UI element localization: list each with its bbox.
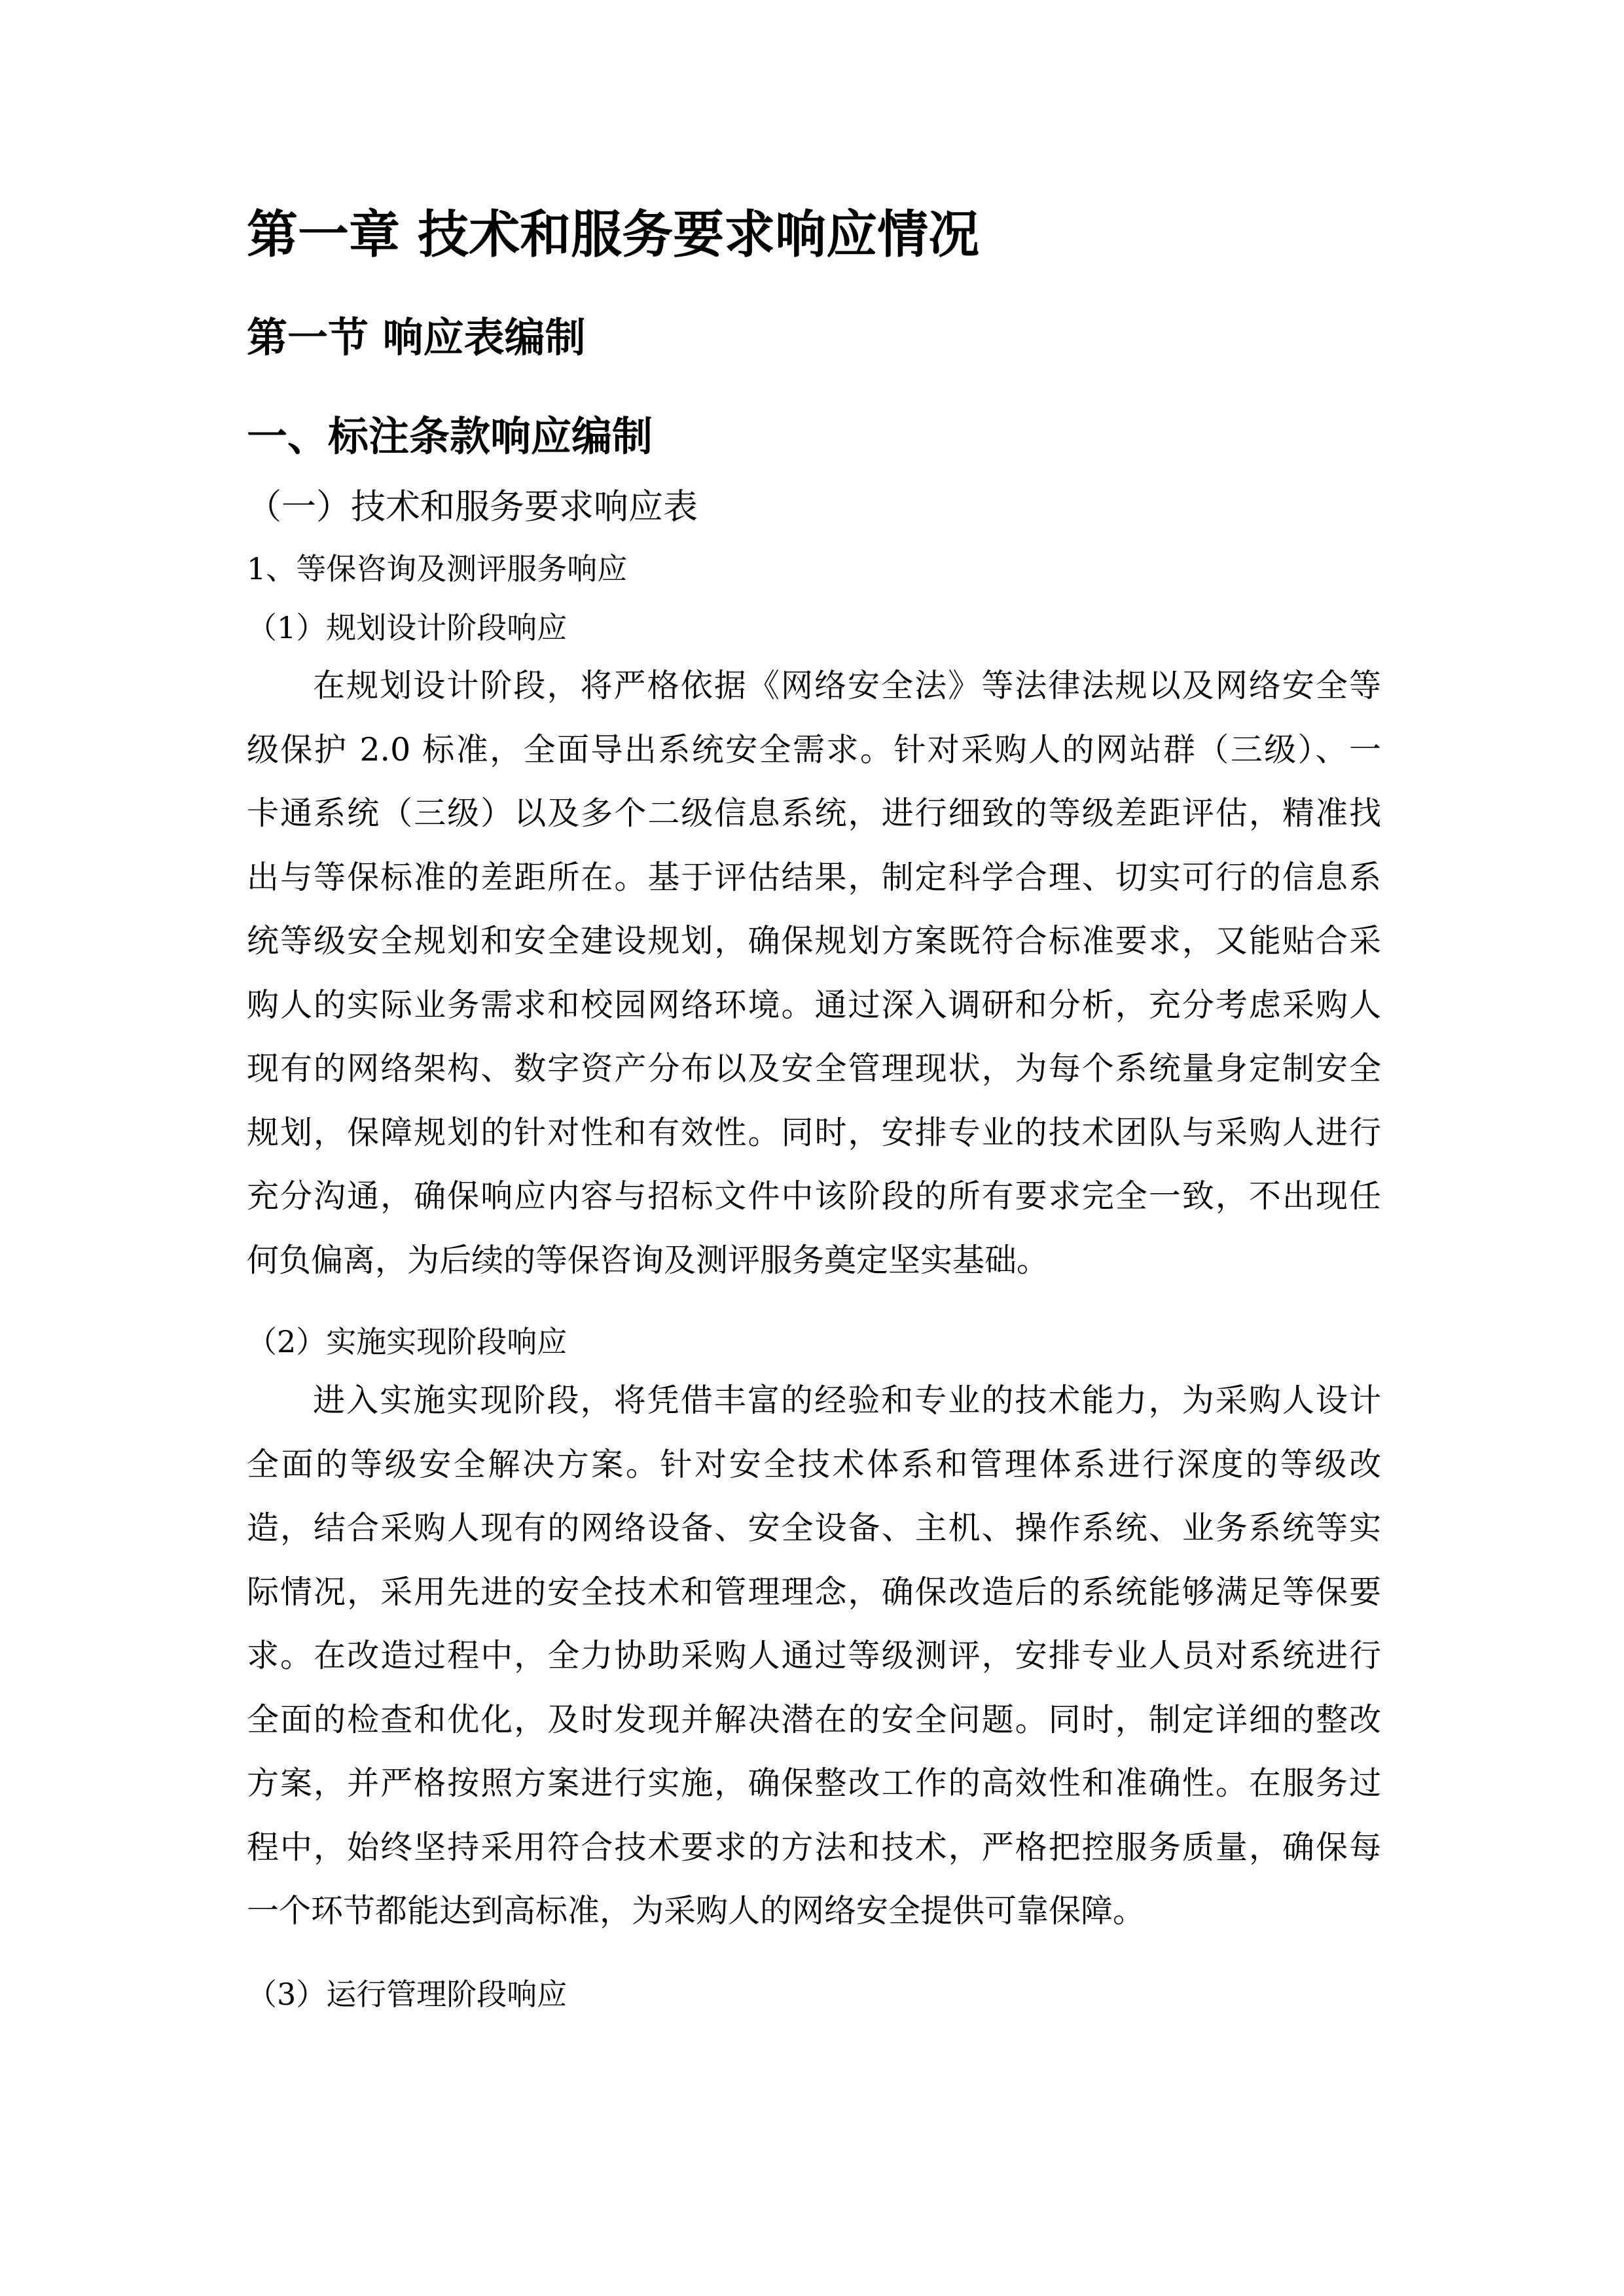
paragraph-line: 级保护 2.0 标准，全面导出系统安全需求。针对采购人的网站群（三级）、一 xyxy=(247,730,1381,768)
stage-2-paragraph xyxy=(247,1369,1381,1943)
paragraph-line: 充分沟通，确保响应内容与招标文件中该阶段的所有要求完全一致，不出现任 xyxy=(247,1177,1381,1215)
sub-title: （一）技术和服务要求响应表 xyxy=(247,487,698,527)
stage-1-title: （1）规划设计阶段响应 xyxy=(247,610,568,645)
paragraph-line: 在规划设计阶段，将严格依据《网络安全法》等法律法规以及网络安全等 xyxy=(313,667,1381,704)
paragraph-line: 进入实施实现阶段，将凭借丰富的经验和专业的技术能力，为采购人设计 xyxy=(313,1382,1381,1419)
stage-2-title: （2）实施实现阶段响应 xyxy=(247,1324,568,1359)
paragraph-line: 造，结合采购人现有的网络设备、安全设备、主机、操作系统、业务系统等实 xyxy=(247,1509,1381,1547)
paragraph-line: 卡通系统（三级）以及多个二级信息系统，进行细致的等级差距评估，精准找 xyxy=(247,795,1381,832)
section-title: 第一节 响应表编制 xyxy=(247,314,586,361)
stage-1-paragraph xyxy=(247,654,1381,1292)
item-title: 一、标注条款响应编制 xyxy=(247,412,653,460)
paragraph-line: 求。在改造过程中，全力协助采购人通过等级测评，安排专业人员对系统进行 xyxy=(247,1637,1381,1674)
service-title: 1、等保咨询及测评服务响应 xyxy=(247,551,628,586)
paragraph-line: 际情况，采用先进的安全技术和管理理念，确保改造后的系统能够满足等保要 xyxy=(247,1573,1381,1611)
chapter-title: 第一章 技术和服务要求响应情况 xyxy=(247,205,980,264)
paragraph-line: 出与等保标准的差距所在。基于评估结果，制定科学合理、切实可行的信息系 xyxy=(247,858,1381,896)
paragraph-line: 何负偏离，为后续的等保咨询及测评服务奠定坚实基础。 xyxy=(247,1241,1049,1279)
stage-3-title: （3）运行管理阶段响应 xyxy=(247,1977,568,2012)
paragraph-line: 购人的实际业务需求和校园网络环境。通过深入调研和分析，充分考虑采购人 xyxy=(247,986,1381,1024)
paragraph-line: 规划，保障规划的针对性和有效性。同时，安排专业的技术团队与采购人进行 xyxy=(247,1113,1381,1151)
paragraph-line: 全面的检查和优化，及时发现并解决潜在的安全问题。同时，制定详细的整改 xyxy=(247,1700,1381,1738)
paragraph-line: 一个环节都能达到高标准，为采购人的网络安全提供可靠保障。 xyxy=(247,1892,1146,1929)
paragraph-line: 方案，并严格按照方案进行实施，确保整改工作的高效性和准确性。在服务过 xyxy=(247,1765,1381,1802)
paragraph-line: 现有的网络架构、数字资产分布以及安全管理现状，为每个系统量身定制安全 xyxy=(247,1050,1381,1087)
paragraph-line: 统等级安全规划和安全建设规划，确保规划方案既符合标准要求，又能贴合采 xyxy=(247,922,1381,960)
paragraph-line: 程中，始终坚持采用符合技术要求的方法和技术，严格把控服务质量，确保每 xyxy=(247,1828,1381,1866)
paragraph-line: 全面的等级安全解决方案。针对安全技术体系和管理体系进行深度的等级改 xyxy=(247,1445,1381,1483)
